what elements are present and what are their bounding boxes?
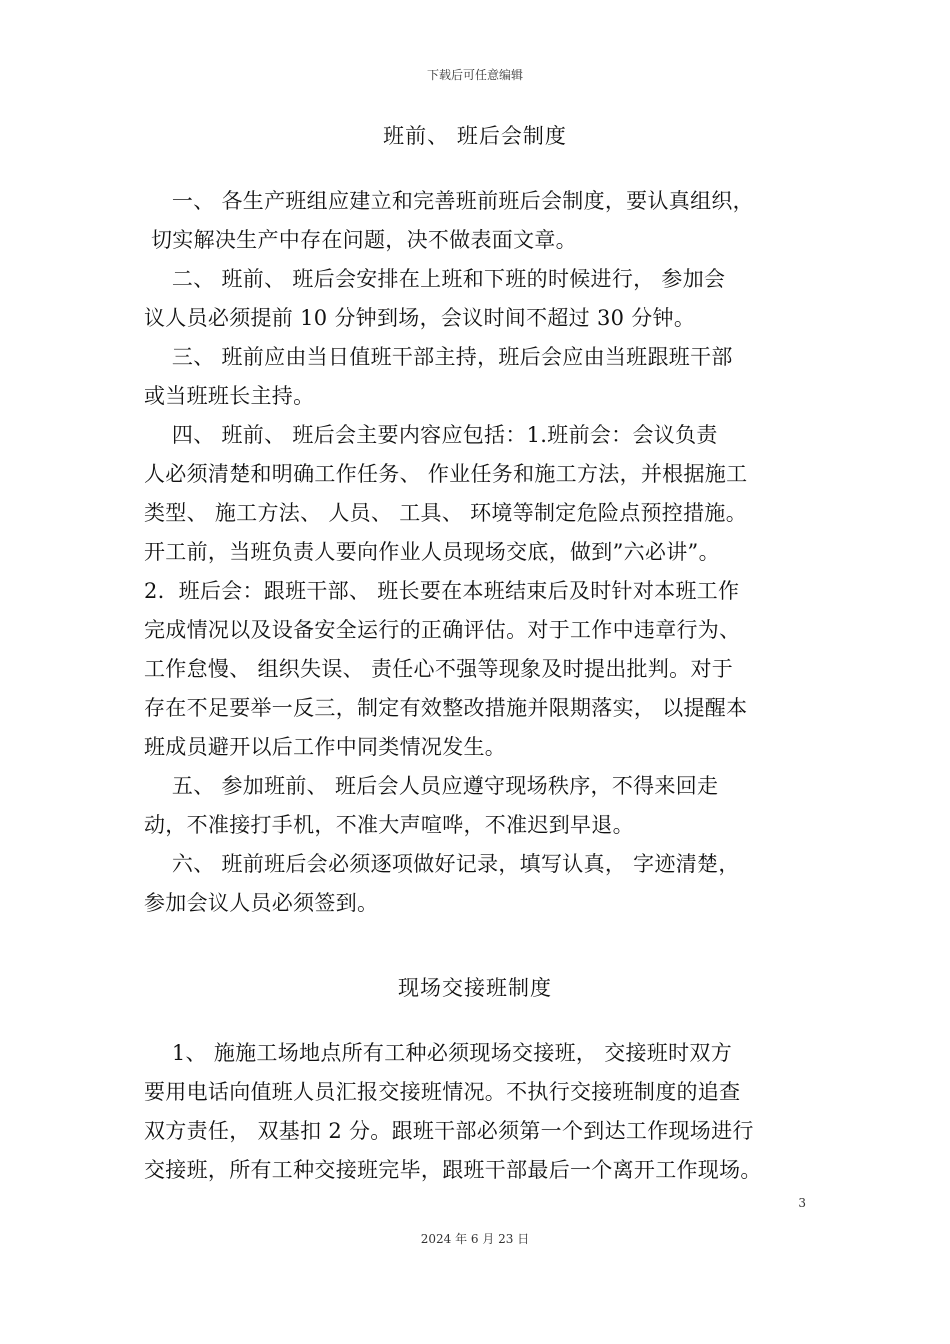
header-note: 下载后可任意编辑 [426,68,523,82]
text-line: 五、 参加班前、 班后会人员应遵守现场秩序，不得来回走 [144,774,719,798]
text-line: 切实解决生产中存在问题，决不做表面文章。 [144,228,577,252]
footer-date: 2024 年 6 月 23 日 [420,1232,530,1246]
section-body-shift-meeting [144,182,824,923]
text-line: 2. 班后会：跟班干部、 班长要在本班结束后及时针对本班工作 [144,579,740,603]
text-line: 存在不足要举一反三，制定有效整改措施并限期落实， 以提醒本 [144,696,748,720]
page-number: 3 [798,1196,806,1210]
text-line: 三、 班前应由当日值班干部主持，班后会应由当班跟班干部 [144,345,733,369]
text-line: 班成员避开以后工作中同类情况发生。 [144,735,507,759]
text-line: 议人员必须提前 10 分钟到场，会议时间不超过 30 分钟。 [144,306,696,330]
text-line: 类型、 施工方法、 人员、 工具、 环境等制定危险点预控措施。 [144,501,747,525]
text-line: 工作怠慢、 组织失误、 责任心不强等现象及时提出批判。对于 [144,657,734,681]
text-line: 一、 各生产班组应建立和完善班前班后会制度，要认真组织， [144,189,754,213]
text-line: 人必须清楚和明确工作任务、 作业任务和施工方法，并根据施工 [144,462,748,486]
text-line: 参加会议人员必须签到。 [144,891,379,915]
section-title-shift-meeting: 班前、 班后会制度 [383,124,567,148]
text-line: 完成情况以及设备安全运行的正确评估。对于工作中违章行为、 [144,618,741,642]
text-line: 交接班，所有工种交接班完毕，跟班干部最后一个离开工作现场。 [144,1158,762,1182]
text-line: 或当班班长主持。 [144,384,315,408]
text-line: 要用电话向值班人员汇报交接班情况。不执行交接班制度的追查 [144,1080,741,1104]
text-line: 开工前，当班负责人要向作业人员现场交底，做到”六必讲”。 [144,540,720,564]
text-line: 二、 班前、 班后会安排在上班和下班的时候进行， 参加会 [144,267,726,291]
section-body-handover [144,1034,824,1190]
text-line: 1、 施施工场地点所有工种必须现场交接班， 交接班时双方 [144,1041,733,1065]
section-title-handover: 现场交接班制度 [398,976,552,1000]
text-line: 四、 班前、 班后会主要内容应包括：1.班前会：会议负责 [144,423,718,447]
text-line: 六、 班前班后会必须逐项做好记录，填写认真， 字迹清楚， [144,852,740,876]
text-line: 双方责任， 双基扣 2 分。跟班干部必须第一个到达工作现场进行 [144,1119,754,1143]
text-line: 动，不准接打手机，不准大声喧哗，不准迟到早退。 [144,813,634,837]
